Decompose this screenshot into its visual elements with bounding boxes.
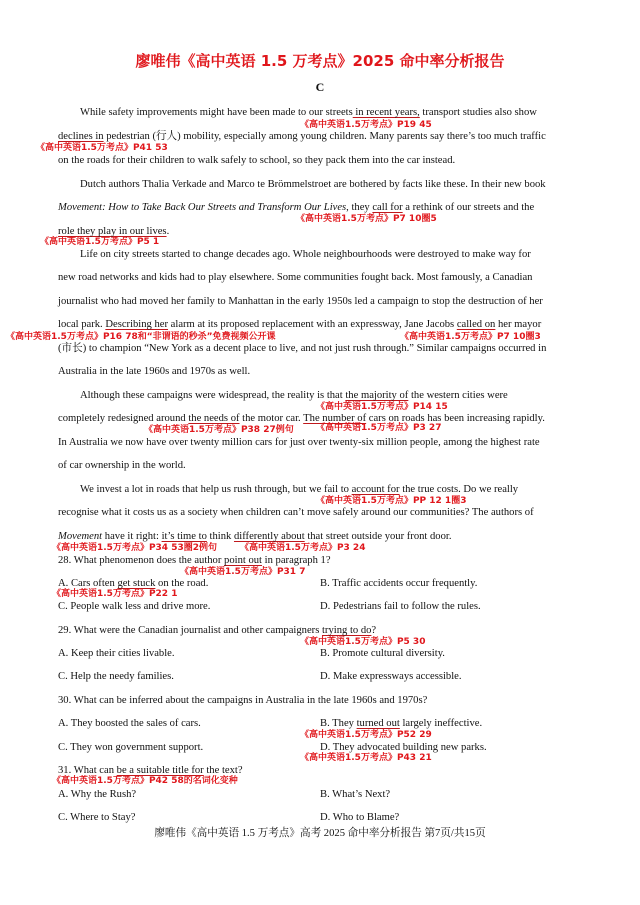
passage-line: We invest a lot in roads that help us rush through, but we fail to account for the true costs. Do we really xyxy=(80,484,519,495)
option-30d: D. They advocated building new parks. xyxy=(320,742,487,753)
question-30: 30. What can be inferred about the campaigns in Australia in the late 1960s and 1970s? xyxy=(58,695,428,706)
question-28: 28. What phenomenon does the author point out in paragraph 1? xyxy=(58,555,331,566)
annotation-note: 《高中英语1.5万考点》P7 10圈5 xyxy=(296,214,437,224)
page-footer: 廖唯伟《高中英语 1.5 万考点》高考 2025 命中率分析报告 第7页/共15页 xyxy=(154,828,486,839)
passage-line: role they play in our lives. xyxy=(58,226,170,237)
option-28d: D. Pedestrians fail to follow the rules. xyxy=(320,601,481,612)
passage-line: new road networks and kids had to play elsewhere. Some communities fought back. Most famously, a Canadian xyxy=(58,272,533,283)
passage-line: completely redesigned around the needs of the motor car. The number of cars on roads has been increasing rapidly. xyxy=(58,413,545,424)
annotation-note: 《高中英语1.5万考点》P31 7 xyxy=(180,567,306,577)
annotation-note: 《高中英语1.5万考点》PP 12 1圈3 xyxy=(316,496,467,506)
annotation-note: 《高中英语1.5万考点》P14 15 xyxy=(316,402,448,412)
passage-line: Although these campaigns were widespread, the reality is that the majority of the western cities were xyxy=(80,390,508,401)
option-30a: A. They boosted the sales of cars. xyxy=(58,718,201,729)
passage-line: declines in pedestrian (行人) mobility, especially among young children. Many parents say there’s too much traffic xyxy=(58,131,546,142)
option-29b: B. Promote cultural diversity. xyxy=(320,648,445,659)
option-29c: C. Help the needy families. xyxy=(58,671,174,682)
passage-line: of car ownership in the world. xyxy=(58,460,186,471)
passage-line: While safety improvements might have been made to our streets in recent years, transport studies also show xyxy=(80,107,537,118)
option-31b: B. What’s Next? xyxy=(320,789,391,800)
annotation-note: 《高中英语1.5万考点》P19 45 xyxy=(300,120,432,130)
question-29: 29. What were the Canadian journalist and other campaigners trying to do? xyxy=(58,625,377,636)
passage-line: Life on city streets started to change decades ago. Whole neighbourhoods were destroyed to make way for xyxy=(80,249,531,260)
passage-line: journalist who had moved her family to Manhattan in the early 1950s led a campaign to stop the destruction of her xyxy=(58,296,543,307)
annotation-note: 《高中英语1.5万考点》P16 78和“非谓语的秒杀”免费视频公开课 xyxy=(6,332,276,342)
annotation-note: 《高中英语1.5万考点》P3 24 xyxy=(240,543,366,553)
option-31c: C. Where to Stay? xyxy=(58,812,136,823)
option-30b: B. They turned out largely ineffective. xyxy=(320,718,483,729)
option-28c: C. People walk less and drive more. xyxy=(58,601,211,612)
option-29d: D. Make expressways accessible. xyxy=(320,671,462,682)
passage-line: Movement have it right: it’s time to think differently about that street outside your front door. xyxy=(58,531,452,542)
annotation-note: 《高中英语1.5万考点》P5 1 xyxy=(40,237,160,247)
annotation-note: 《高中英语1.5万考点》P22 1 xyxy=(52,589,178,599)
annotation-note: 《高中英语1.5万考点》P38 27例句 xyxy=(144,425,294,435)
option-28b: B. Traffic accidents occur frequently. xyxy=(320,578,478,589)
passage-line: recognise what it costs us as a society when children can’t move safely around our communities? The authors of xyxy=(58,507,534,518)
passage-line: (市长) to champion “New York as a decent place to live, and not just rush through.” Similar campaigns occurred in xyxy=(58,343,547,354)
passage-line: Dutch authors Thalia Verkade and Marco te Brömmelstroet are bothered by facts like these. In their new book xyxy=(80,179,546,190)
option-30c: C. They won government support. xyxy=(58,742,204,753)
page-title: 廖唯伟《高中英语 1.5 万考点》2025 命中率分析报告 xyxy=(135,52,505,70)
option-31d: D. Who to Blame? xyxy=(320,812,400,823)
annotation-note: 《高中英语1.5万考点》P42 58的名词化变种 xyxy=(52,776,238,786)
option-29a: A. Keep their cities livable. xyxy=(58,648,175,659)
annotation-note: 《高中英语1.5万考点》P41 53 xyxy=(36,143,168,153)
annotation-note: 《高中英语1.5万考点》P5 30 xyxy=(300,637,426,647)
section-label: C xyxy=(315,80,325,94)
passage-line: Movement: How to Take Back Our Streets and Transform Our Lives, they call for a rethink of our streets and the xyxy=(58,202,535,213)
annotation-note: 《高中英语1.5万考点》P34 53圈2例句 xyxy=(52,543,217,553)
annotation-note: 《高中英语1.5万考点》P43 21 xyxy=(300,753,432,763)
annotation-note: 《高中英语1.5万考点》P7 10圈3 xyxy=(400,332,541,342)
passage-line: Australia in the late 1960s and 1970s as well. xyxy=(58,366,251,377)
option-28a: A. Cars often get stuck on the road. xyxy=(58,578,209,589)
option-31a: A. Why the Rush? xyxy=(58,789,137,800)
passage-line: on the roads for their children to walk safely to school, so they pack them into the car instead. xyxy=(58,155,456,166)
annotation-note: 《高中英语1.5万考点》P52 29 xyxy=(300,730,432,740)
passage-line: In Australia we now have over twenty million cars for just over twenty-six million people, among the highest rate xyxy=(58,437,540,448)
question-31: 31. What can be a suitable title for the text? xyxy=(58,765,243,776)
annotation-note: 《高中英语1.5万考点》P3 27 xyxy=(316,423,442,433)
passage-line: local park. Describing her alarm at its proposed replacement with an expressway, Jane Jacobs called on her mayor xyxy=(58,319,542,330)
